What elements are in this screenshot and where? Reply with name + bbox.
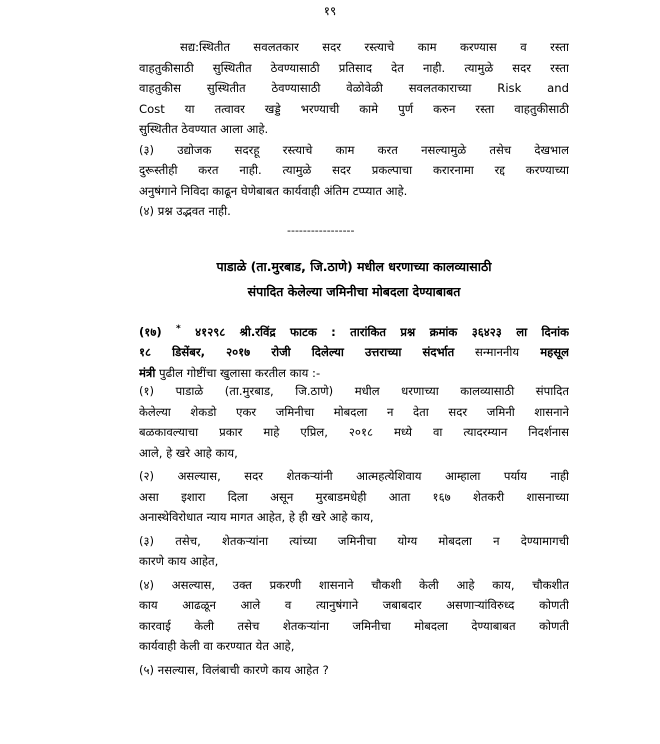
honorific-text: सन्माननीय [454,345,520,360]
question-line: असा इशारा दिला असून मुरबाडमधेही आता १६७ शेतकरी शासनाच्या [139,489,569,504]
answer-line: दुरूस्तीही करत नाही. त्यामुळे सदर प्रकल्पाचा करारनामा रद्द करण्याच्या [139,163,569,177]
reference-text: १८ डिसेंबर, २०१७ रोजी दिलेल्या उत्तराच्या संदर्भात [139,345,455,360]
question-intro-line [139,319,569,342]
answer-line: (३) उद्योजक सदरहू रस्त्याचे काम करत नसल्यामुळे तसेच देखभाल [139,142,569,157]
question-line: अनास्थेविरोधात न्याय मागत आहेत, हे ही खरे आहे काय, [139,510,374,524]
section-divider: ----------------- [287,224,355,237]
question-line: कारणे काय आहेत, [139,554,219,568]
question-heading-line1: पाडाळे (ता.मुरबाड, जि.ठाणे) मधील धरणाच्या कालव्यासाठी [216,259,492,274]
question-line: काय आढळून आले व त्यानुषंगाने जबाबदार असणाऱ्यांविरुध्द कोणती [139,598,569,612]
question-line: कारवाई केली तसेच शेतकऱ्यांना जमिनीचा मोबदला देण्याबाबत कोणती [139,618,569,633]
question-line: बळकावल्याचा प्रकार माहे एप्रिल, २०१८ मध्ये वा त्यादरम्यान निदर्शनास [139,425,569,439]
answer-line: वाहतुकीस सुस्थितीत ठेवण्यासाठी वेळोवेळी सवलतकाराच्या Risk and [139,81,569,95]
question-line: आले, हे खरे आहे काय, [139,445,238,460]
question-number: (१७) [139,324,162,339]
starred-marker: * [176,324,181,334]
answer-block [139,37,569,222]
question-prompt-text: पुढील गोष्टींचा खुलासा करतील काय :- [155,365,321,380]
answer-line: वाहतुकीसाठी सुस्थितीत ठेवण्यासाठी प्रतिसाद देत नाही. त्यामुळे सदर रस्ता [139,60,569,75]
question-intro-line [139,342,569,363]
question-line: केलेल्या शेकडो एकर जमिनीचा मोबदला न देता सदर जमिनी शासनाने [139,404,569,419]
minister-text: मंत्री [139,365,156,380]
page-number: १९ [323,4,337,18]
answer-line: सुस्थितीत ठेवण्यात आला आहे. [139,122,269,136]
question-parts [139,381,569,680]
question-heading-line2: संपादित केलेल्या जमिनीचा मोबदला देण्याबाबत [247,284,461,299]
answer-line: अनुषंगाने निविदा काढून घेणेबाबत कार्यवाही अंतिम टप्प्यात आहे. [139,183,408,198]
answer-line: Cost या तत्वावर खड्डे भरण्याची कामे पुर्ण करुन रस्ता वाहतुकीसाठी [139,101,569,116]
answer-line: (४) प्रश्न उद्भवत नाही. [139,204,231,218]
question-line: (५) नसल्यास, विलंबाची कारणे काय आहेत ? [139,662,329,677]
answer-line: सद्य:स्थितीत सवलतकार सदर रस्त्याचे काम करण्यास व रस्ता [180,40,569,54]
question-line: (४) असल्यास, उक्त प्रकरणी शासनाने चौकशी केली आहे काय, चौकशीत [139,577,569,592]
question-line: (२) असल्यास, सदर शेतकऱ्यांनी आत्महत्येशिवाय आम्हाला पर्याय नाही [139,469,569,483]
department-text: महसूल [519,345,569,360]
question-line: (३) तसेच, शेतकऱ्यांना त्यांच्या जमिनीचा योग्य मोबदला न देण्यामागची [139,533,569,548]
question-line: कार्यवाही केली वा करण्यात येत आहे, [139,639,295,653]
question-intro-text: ४१२९८ श्री.रविंद्र फाटक : तारांकित प्रश्न क्रमांक ३६४२३ ला दिनांक [195,324,569,339]
question-intro [139,319,569,383]
question-line: (१) पाडाळे (ता.मुरबाड, जि.ठाणे) मधील धरणाच्या कालव्यासाठी संपादित [139,384,569,398]
